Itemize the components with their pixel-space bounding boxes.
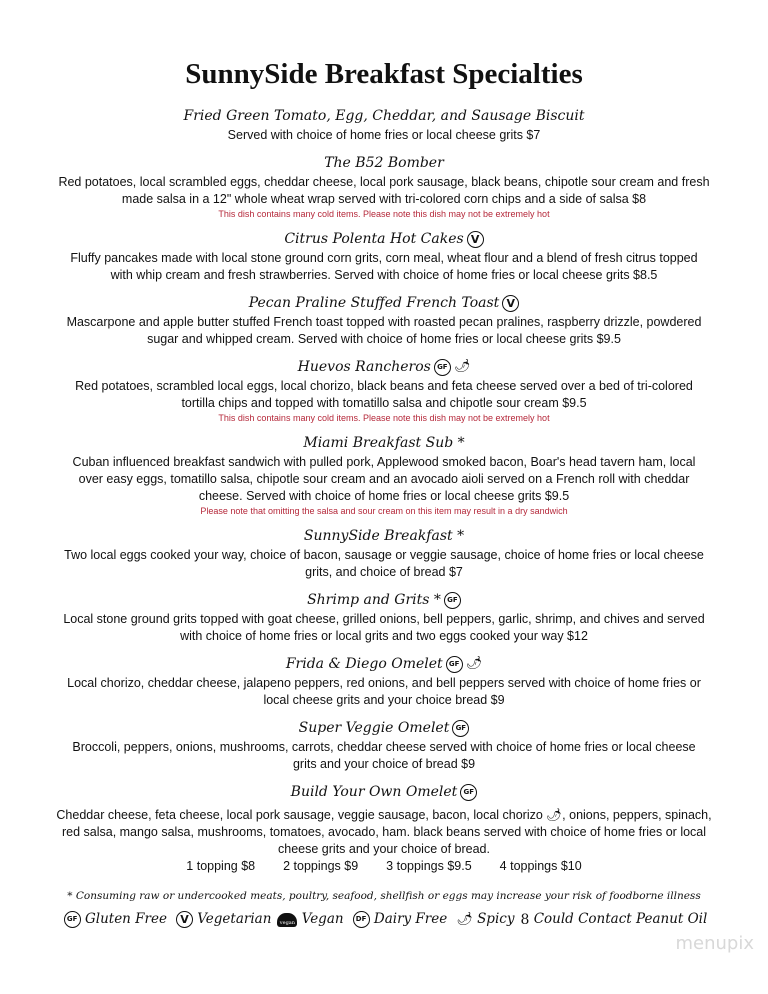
item-description-line: cheese grits and your choice of bread. bbox=[278, 842, 490, 856]
gluten-free-icon: GF bbox=[64, 911, 81, 928]
topping-prices bbox=[14, 858, 754, 875]
item-name: The B52 Bomber bbox=[324, 155, 444, 171]
menu-item bbox=[14, 654, 754, 709]
item-title bbox=[14, 153, 754, 174]
gluten-free-icon: GF bbox=[452, 720, 469, 737]
item-note: This dish contains many cold items. Please note this dish may not be extremely hot bbox=[218, 413, 550, 423]
item-name: Frida & Diego Omelet bbox=[285, 656, 443, 672]
item-description-line: over easy eggs, tomatillo salsa, chipotle sour cream and an avocado aioli served on a French roll with cheddar bbox=[78, 472, 690, 486]
legend-entry bbox=[277, 911, 343, 927]
item-description-line: with whip cream and fresh strawberries. Served with choice of home fries or local cheese grits $8.5 bbox=[110, 268, 658, 282]
topping-price: 2 toppings $9 bbox=[283, 859, 359, 873]
menu-item bbox=[14, 357, 754, 424]
vegetarian-icon: V bbox=[502, 295, 519, 312]
legend-entry bbox=[520, 911, 707, 927]
item-description-line: Served with choice of home fries or local cheese grits $7 bbox=[227, 128, 541, 142]
item-name: Pecan Praline Stuffed French Toast bbox=[248, 295, 500, 311]
item-title bbox=[14, 293, 754, 314]
item-name: Super Veggie Omelet bbox=[298, 720, 450, 736]
item-description-line: with choice of home fries or local grits and two eggs cooked your way $12 bbox=[180, 629, 588, 643]
menu-items bbox=[0, 106, 768, 875]
item-title bbox=[14, 229, 754, 250]
legend-label: Gluten Free bbox=[84, 911, 167, 927]
vegetarian-icon: V bbox=[176, 911, 193, 928]
legend-entry bbox=[453, 911, 514, 927]
menu-item bbox=[14, 229, 754, 284]
vegan-icon: vegan bbox=[277, 913, 297, 927]
legend-entry bbox=[61, 911, 167, 927]
topping-price: 3 toppings $9.5 bbox=[386, 859, 472, 873]
item-title bbox=[14, 106, 754, 127]
raw-food-footnote: * Consuming raw or undercooked meats, poultry, seafood, shellfish or eggs may increase your risk of foodborne illness bbox=[67, 890, 701, 902]
spicy-icon: 🌶 bbox=[465, 656, 483, 671]
item-name: Miami Breakfast Sub * bbox=[303, 435, 465, 451]
item-name: Huevos Rancheros bbox=[297, 359, 431, 375]
item-name: Citrus Polenta Hot Cakes bbox=[284, 231, 464, 247]
legend-entry bbox=[350, 911, 448, 927]
item-description-line: grits, and choice of bread $7 bbox=[305, 565, 463, 579]
menu-item bbox=[14, 293, 754, 348]
item-description-line: made salsa in a 12" whole wheat wrap served with tri-colored corn chips and a side of salsa $8 bbox=[121, 192, 647, 206]
legend-entry bbox=[173, 911, 271, 927]
item-description-line: Fluffy pancakes made with local stone ground corn grits, corn meal, wheat flour and a blend of fresh citrus topped bbox=[70, 251, 698, 265]
spicy-icon: 🌶 bbox=[456, 911, 473, 927]
item-description-line: Two local eggs cooked your way, choice of bacon, sausage or veggie sausage, choice of home fries or local cheese bbox=[64, 548, 704, 562]
item-description-line: tortilla chips and topped with tomatillo salsa and chipotle sour cream $9.5 bbox=[181, 396, 587, 410]
item-title bbox=[14, 357, 754, 378]
item-description-line: Cuban influenced breakfast sandwich with pulled pork, Applewood smoked bacon, Boar's head tavern ham, local bbox=[72, 455, 696, 469]
legend-label: Could Contact Peanut Oil bbox=[533, 911, 708, 927]
item-description-line: grits and your choice of bread $9 bbox=[292, 757, 476, 771]
item-title bbox=[14, 654, 754, 675]
menu-title: SunnySide Breakfast Specialties bbox=[185, 58, 583, 90]
gluten-free-icon: GF bbox=[444, 592, 461, 609]
item-name: SunnySide Breakfast * bbox=[303, 528, 465, 544]
menu-item bbox=[14, 782, 754, 875]
menu-item bbox=[14, 718, 754, 773]
gluten-free-icon: GF bbox=[446, 656, 463, 673]
legend-label: Spicy bbox=[477, 911, 515, 927]
item-description-line: Cheddar cheese, feta cheese, local pork sausage, veggie sausage, bacon, local chorizo 🌶, onions, peppers, spinach, bbox=[56, 808, 712, 822]
item-description-line: Red potatoes, scrambled local eggs, local chorizo, black beans and feta cheese served over a bed of tri-colored bbox=[75, 379, 693, 393]
watermark: menupix bbox=[675, 932, 754, 954]
item-title bbox=[14, 590, 754, 611]
gluten-free-icon: GF bbox=[434, 359, 451, 376]
item-title bbox=[14, 526, 754, 547]
menu-item bbox=[14, 590, 754, 645]
menu-item bbox=[14, 526, 754, 581]
item-title bbox=[14, 782, 754, 803]
vegetarian-icon: V bbox=[467, 231, 484, 248]
gluten-free-icon: GF bbox=[460, 784, 477, 801]
item-description-line: Mascarpone and apple butter stuffed French toast topped with roasted pecan pralines, raspberry drizzle, powdered bbox=[66, 315, 702, 329]
item-description-line: red salsa, mango salsa, mushrooms, tomatoes, avocado, ham. black beans served with choice of home fries or local bbox=[61, 825, 707, 839]
menu-item bbox=[14, 433, 754, 517]
menu-item bbox=[14, 153, 754, 220]
item-description-line: Red potatoes, local scrambled eggs, cheddar cheese, local pork sausage, black beans, chipotle sour cream and fresh bbox=[58, 175, 710, 189]
icon-legend bbox=[0, 908, 768, 931]
item-note: Please note that omitting the salsa and sour cream on this item may result in a dry sandwich bbox=[200, 506, 568, 516]
item-description-line: Broccoli, peppers, onions, mushrooms, carrots, cheddar cheese served with choice of home fries or local cheese bbox=[72, 740, 696, 754]
item-name: Shrimp and Grits * bbox=[307, 592, 441, 608]
item-title bbox=[14, 433, 754, 454]
item-name: Fried Green Tomato, Egg, Cheddar, and Sausage Biscuit bbox=[183, 108, 585, 124]
legend-label: Vegetarian bbox=[197, 911, 272, 927]
item-note: This dish contains many cold items. Please note this dish may not be extremely hot bbox=[218, 209, 550, 219]
item-description-line: Local chorizo, cheddar cheese, jalapeno peppers, red onions, and bell peppers served with choice of home fries or bbox=[67, 676, 701, 690]
item-description-line: local cheese grits and your choice bread $9 bbox=[263, 693, 505, 707]
item-name: Build Your Own Omelet bbox=[290, 784, 458, 800]
legend-label: Dairy Free bbox=[373, 911, 448, 927]
item-description-line: sugar and whipped cream. Served with choice of home fries or local cheese grits $9.5 bbox=[147, 332, 621, 346]
legend-label: Vegan bbox=[301, 911, 344, 927]
topping-price: 4 toppings $10 bbox=[499, 859, 582, 873]
topping-price: 1 topping $8 bbox=[186, 859, 256, 873]
item-description-line: Local stone ground grits topped with goat cheese, grilled onions, bell peppers, garlic, shrimp, and chives and served bbox=[63, 612, 705, 626]
item-title bbox=[14, 718, 754, 739]
dairy-free-icon: DF bbox=[353, 911, 370, 928]
item-description-line: cheese. Served with choice of home fries or local cheese grits $9.5 bbox=[198, 489, 570, 503]
menu-item bbox=[14, 106, 754, 144]
spicy-icon: 🌶 bbox=[453, 359, 471, 374]
peanut-icon: 8 bbox=[520, 911, 530, 928]
